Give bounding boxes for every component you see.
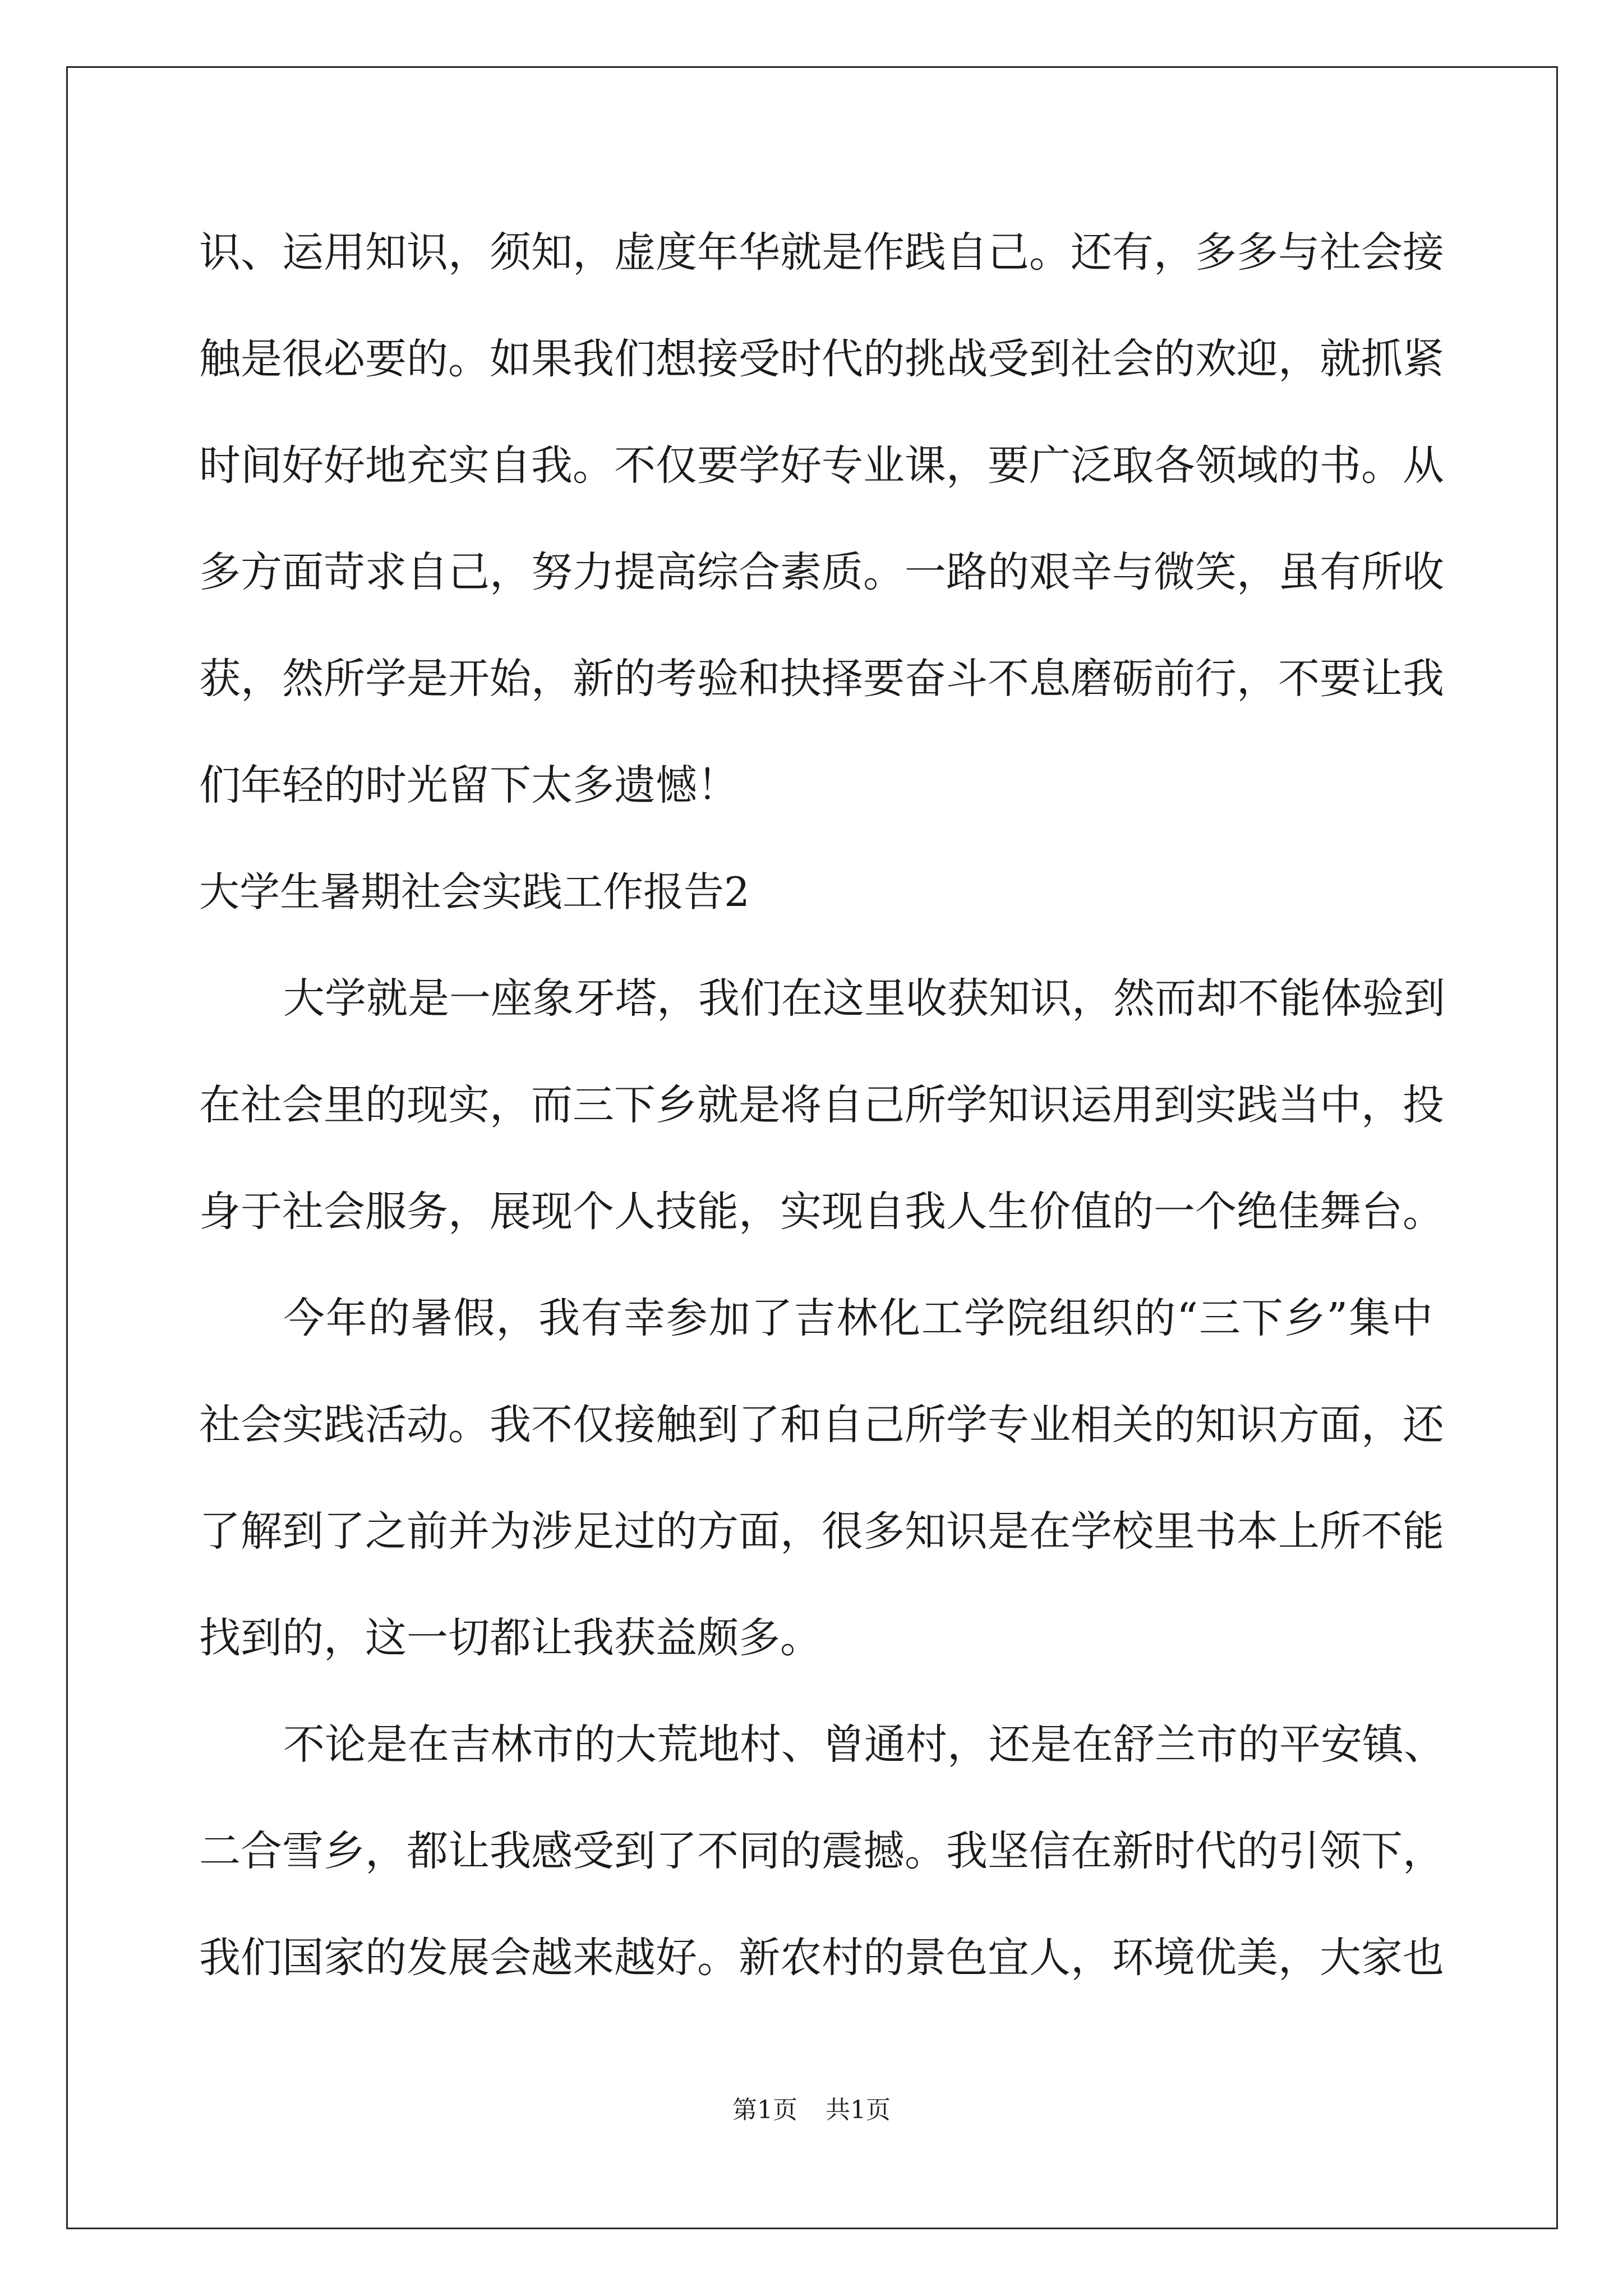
paragraph-line: 多方面苛求自己，努力提高综合素质。一路的艰辛与微笑，虽有所收 xyxy=(199,548,1444,596)
paragraph-line: 身于社会服务，展现个人技能，实现自我人生价值的一个绝佳舞台。 xyxy=(199,1188,1444,1236)
paragraph-line: 不论是在吉林市的大荒地村、曾通村，还是在舒兰市的平安镇、 xyxy=(283,1720,1445,1769)
document-body xyxy=(199,199,1445,2011)
paragraph-line: 获，然所学是开始，新的考验和抉择要奋斗不息磨砺前行，不要让我 xyxy=(199,655,1444,703)
paragraph-line: 二合雪乡，都让我感受到了不同的震撼。我坚信在新时代的引领下， xyxy=(199,1827,1444,1875)
paragraph-line: 今年的暑假，我有幸参加了吉林化工学院组织的“三下乡”集中 xyxy=(283,1294,1433,1342)
paragraph-line: 识、运用知识，须知，虚度年华就是作践自己。还有，多多与社会接 xyxy=(199,228,1444,277)
page-footer xyxy=(0,2093,1623,2127)
paragraph-line: 们年轻的时光留下太多遗憾！ xyxy=(199,761,739,809)
paragraph-line: 社会实践活动。我不仅接触到了和自己所学专业相关的知识方面，还 xyxy=(199,1401,1444,1449)
paragraph-line: 触是很必要的。如果我们想接受时代的挑战受到社会的欢迎，就抓紧 xyxy=(199,335,1444,383)
page-number-total: 共1页 xyxy=(826,2096,891,2124)
paragraph-line: 大学就是一座象牙塔，我们在这里收获知识，然而却不能体验到 xyxy=(283,974,1445,1023)
section-heading: 大学生暑期社会实践工作报告2 xyxy=(199,868,750,915)
paragraph-line: 找到的，这一切都让我获益颇多。 xyxy=(199,1614,822,1662)
paragraph-line: 时间好好地充实自我。不仅要学好专业课，要广泛取各领域的书。从 xyxy=(199,441,1444,490)
page-number-current: 第1页 xyxy=(732,2096,797,2124)
paragraph-line: 了解到了之前并为涉足过的方面，很多知识是在学校里书本上所不能 xyxy=(199,1507,1444,1556)
paragraph-line: 在社会里的现实，而三下乡就是将自己所学知识运用到实践当中，投 xyxy=(199,1081,1444,1129)
paragraph-line: 我们国家的发展会越来越好。新农村的景色宜人，环境优美，大家也 xyxy=(199,1934,1444,1982)
